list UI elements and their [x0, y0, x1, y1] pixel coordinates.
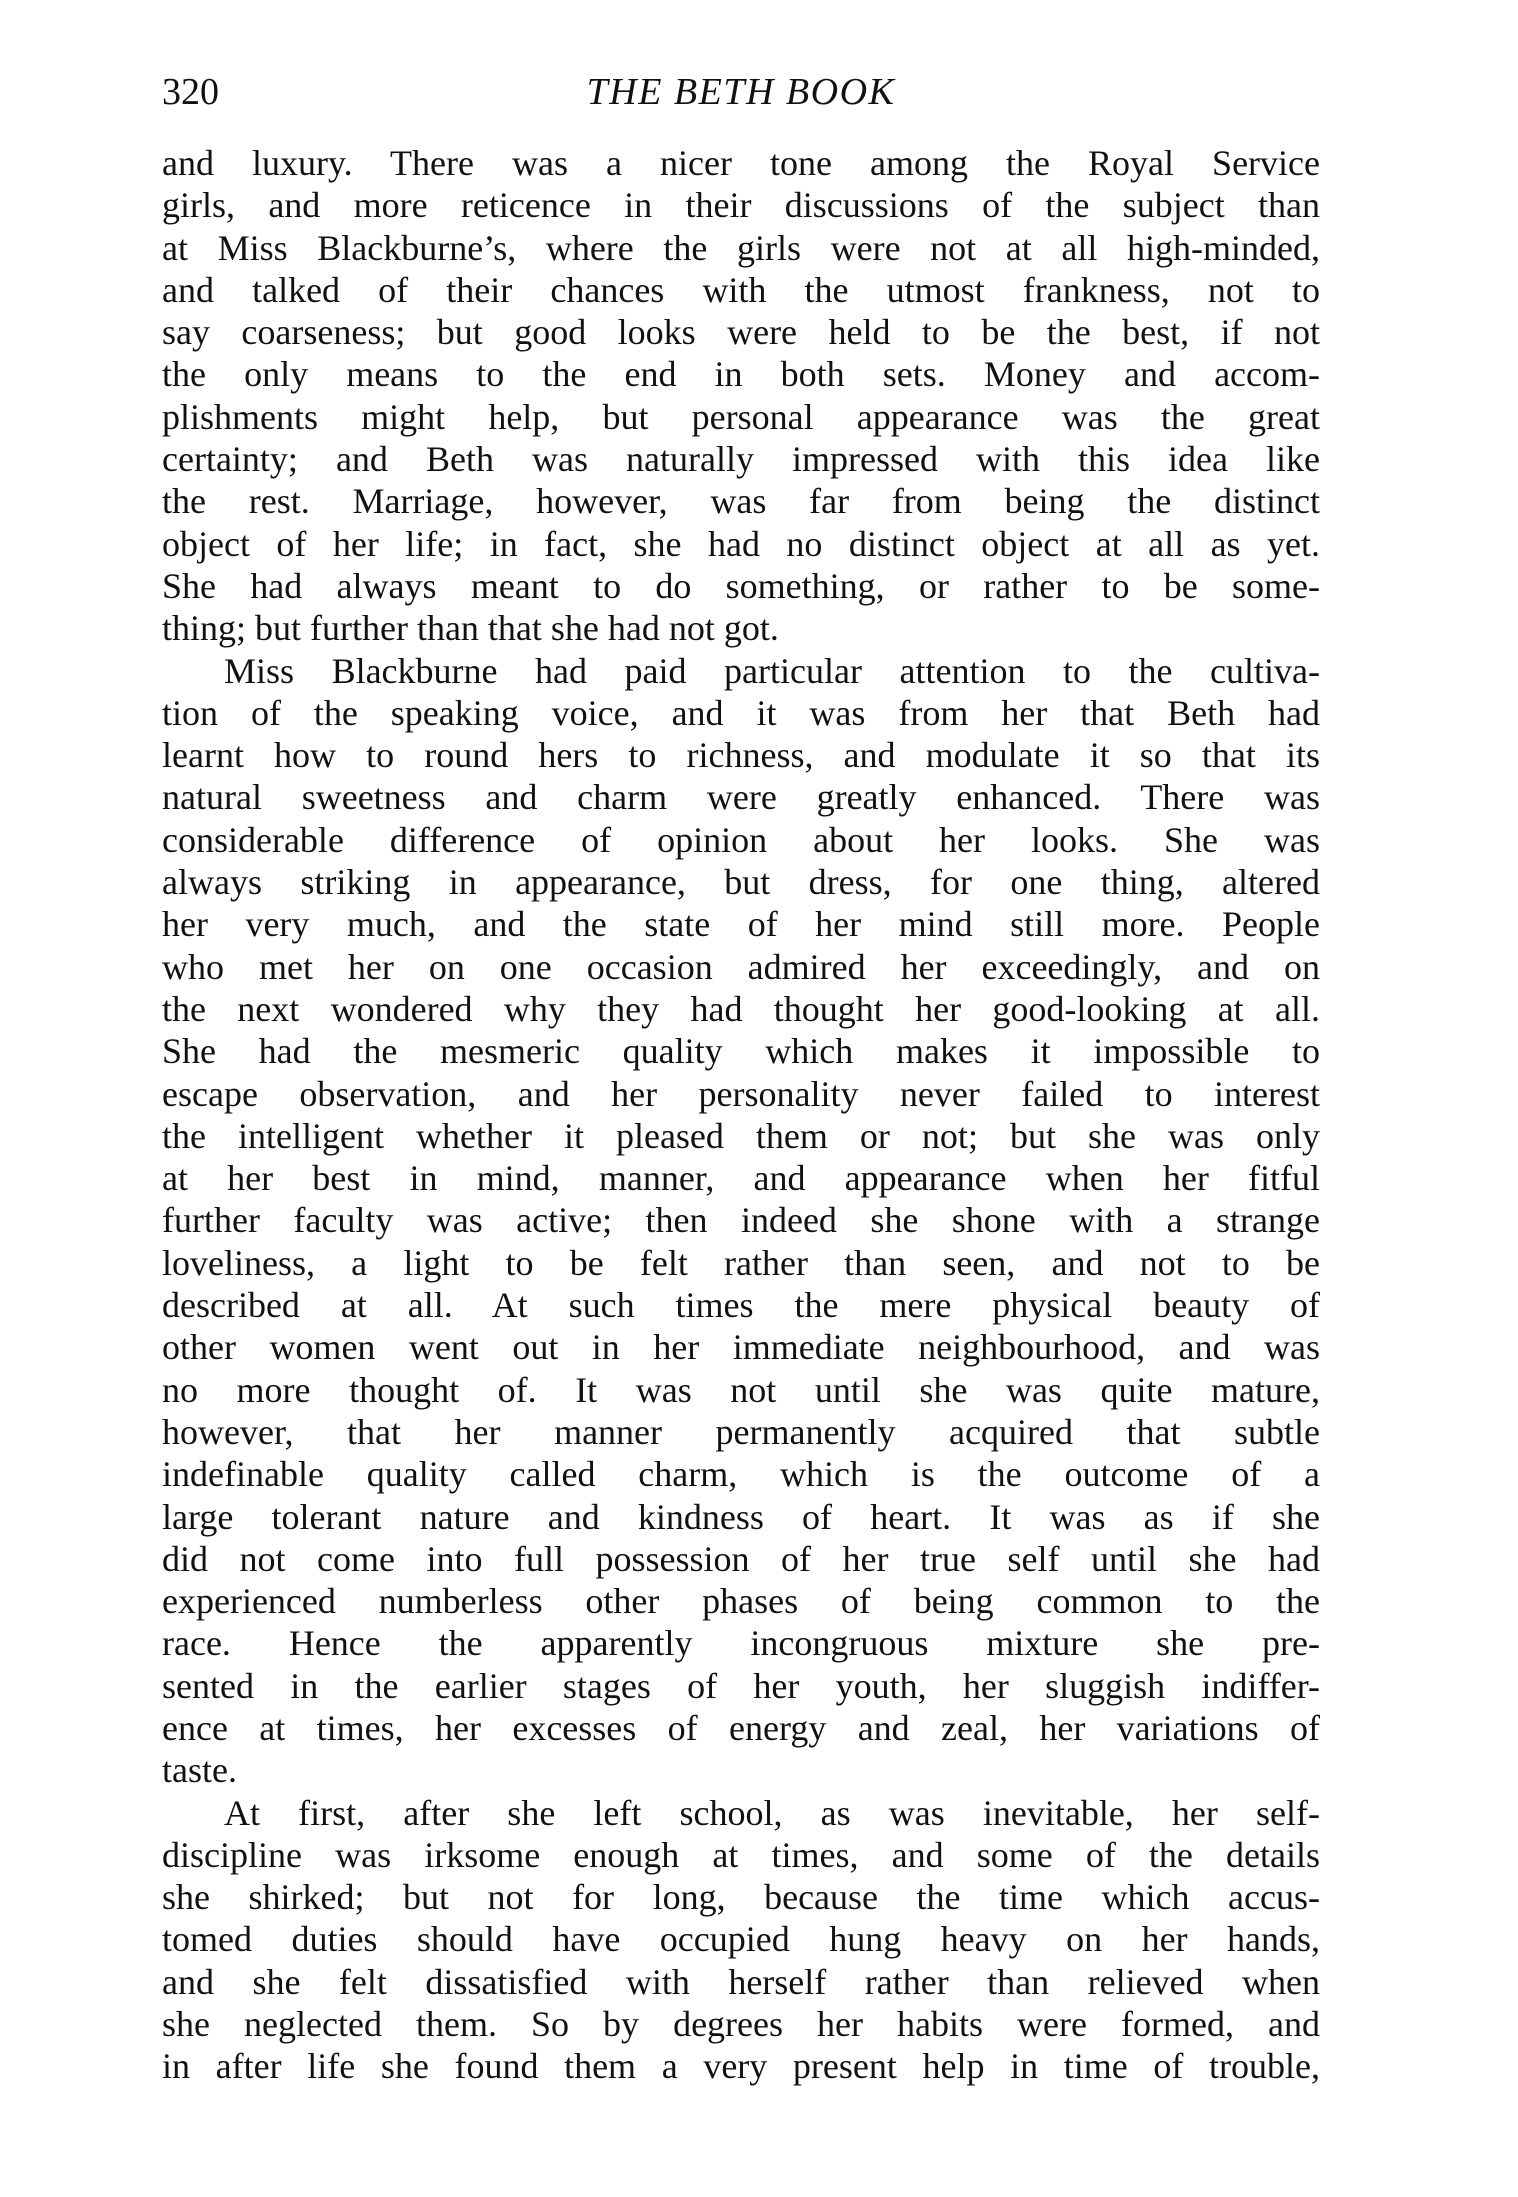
- text-line: loveliness, a light to be felt rather than seen, and not to be: [162, 1242, 1320, 1283]
- text-line: race. Hence the apparently incongruous mixture she pre-: [162, 1623, 1320, 1664]
- text-line: natural sweetness and charm were greatly enhanced. There was: [162, 777, 1320, 818]
- text-line: further faculty was active; then indeed she shone with a strange: [162, 1200, 1320, 1241]
- text-line: at Miss Blackburne’s, where the girls were not at all high-minded,: [162, 227, 1320, 268]
- text-line: experienced numberless other phases of being common to the: [162, 1581, 1320, 1622]
- text-line: large tolerant nature and kindness of heart. It was as if she: [162, 1496, 1320, 1537]
- body-text: [162, 142, 1320, 2088]
- text-line: discipline was irksome enough at times, and some of the details: [162, 1834, 1320, 1875]
- paragraph-first-line: Miss Blackburne had paid particular attention to the cultiva-: [224, 650, 1320, 691]
- text-line: the intelligent whether it pleased them or not; but she was only: [162, 1115, 1320, 1156]
- text-line: and she felt dissatisfied with herself rather than relieved when: [162, 1961, 1320, 2002]
- text-line: at her best in mind, manner, and appearance when her fitful: [162, 1158, 1320, 1199]
- text-line: taste.: [162, 1750, 237, 1791]
- running-head: [162, 66, 1320, 118]
- running-title: THE BETH BOOK: [586, 71, 896, 113]
- text-line: the rest. Marriage, however, was far from being the distinct: [162, 481, 1320, 522]
- text-line: tomed duties should have occupied hung heavy on her hands,: [162, 1919, 1320, 1960]
- text-line: her very much, and the state of her mind still more. People: [162, 904, 1320, 945]
- text-line: object of her life; in fact, she had no distinct object at all as yet.: [162, 523, 1320, 564]
- text-line: sented in the earlier stages of her youth, her sluggish indiffer-: [162, 1665, 1320, 1706]
- text-line: the only means to the end in both sets. Money and accom-: [162, 354, 1320, 395]
- text-line: who met her on one occasion admired her exceedingly, and on: [162, 946, 1320, 987]
- text-line: indefinable quality called charm, which is the outcome of a: [162, 1454, 1320, 1495]
- text-line: girls, and more reticence in their discussions of the subject than: [162, 185, 1320, 226]
- text-line: and luxury. There was a nicer tone among the Royal Service: [162, 143, 1320, 183]
- text-line: thing; but further than that she had not got.: [162, 608, 779, 649]
- text-line: plishments might help, but personal appearance was the great: [162, 396, 1320, 437]
- text-line: tion of the speaking voice, and it was from her that Beth had: [162, 692, 1320, 733]
- text-line: described at all. At such times the mere physical beauty of: [162, 1285, 1320, 1326]
- text-line: other women went out in her immediate neighbourhood, and was: [162, 1327, 1320, 1368]
- text-line: always striking in appearance, but dress, for one thing, altered: [162, 862, 1320, 903]
- text-line: the next wondered why they had thought her good-looking at all.: [162, 988, 1320, 1029]
- text-line: ence at times, her excesses of energy and zeal, her variations of: [162, 1707, 1320, 1748]
- text-line: however, that her manner permanently acquired that subtle: [162, 1411, 1320, 1452]
- text-line: no more thought of. It was not until she was quite mature,: [162, 1369, 1320, 1410]
- text-line: learnt how to round hers to richness, and modulate it so that its: [162, 735, 1320, 776]
- text-line: she shirked; but not for long, because the time which accus-: [162, 1877, 1320, 1918]
- text-line: and talked of their chances with the utmost frankness, not to: [162, 269, 1320, 310]
- paragraph-first-line: At first, after she left school, as was inevitable, her self-: [224, 1792, 1320, 1833]
- text-line: she neglected them. So by degrees her habits were formed, and: [162, 2004, 1320, 2045]
- text-line: in after life she found them a very present help in time of trouble,: [162, 2046, 1320, 2087]
- text-line: considerable difference of opinion about her looks. She was: [162, 819, 1320, 860]
- text-line: say coarseness; but good looks were held to be the best, if not: [162, 312, 1320, 353]
- page-number: 320: [162, 71, 219, 113]
- text-line: escape observation, and her personality never failed to interest: [162, 1073, 1320, 1114]
- text-line: certainty; and Beth was naturally impressed with this idea like: [162, 439, 1320, 480]
- text-line: did not come into full possession of her true self until she had: [162, 1538, 1320, 1579]
- text-line: She had always meant to do something, or rather to be some-: [162, 565, 1320, 606]
- text-line: She had the mesmeric quality which makes it impossible to: [162, 1031, 1320, 1072]
